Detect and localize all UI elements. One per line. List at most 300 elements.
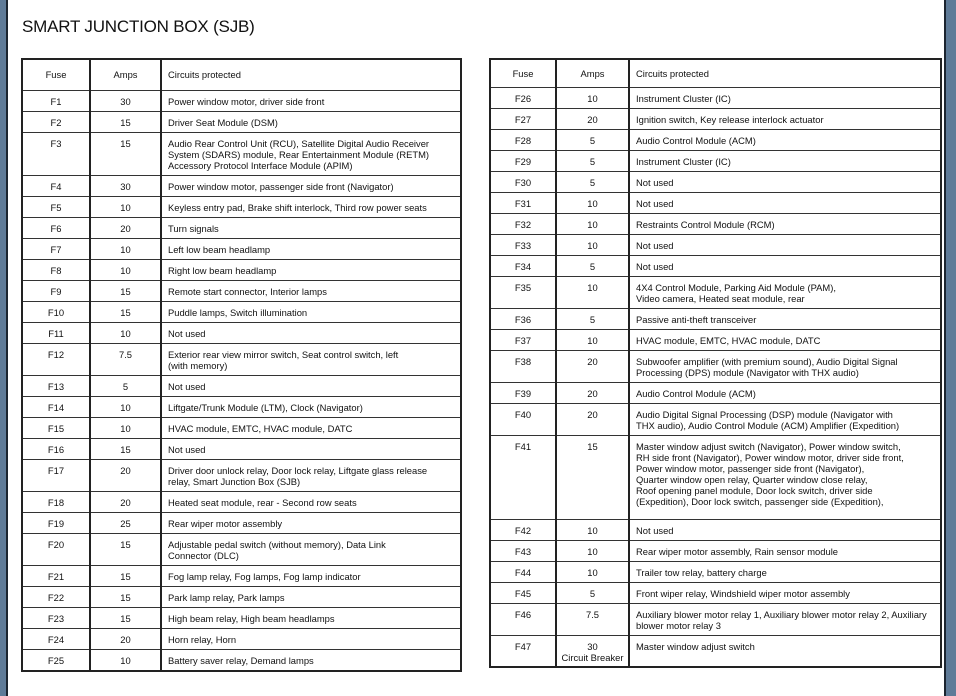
amps-value: 10 xyxy=(587,545,598,557)
table-row xyxy=(490,382,941,403)
circuits-cell xyxy=(161,217,461,238)
amps-cell xyxy=(556,540,629,561)
circuits-cell xyxy=(629,540,941,561)
amps-value: 10 xyxy=(587,281,598,293)
fuse-id-cell: F12 xyxy=(22,343,90,375)
amps-value: 15 xyxy=(120,443,131,455)
circuit-text-line: relay, Smart Junction Box (SJB) xyxy=(168,475,301,487)
amps-cell xyxy=(90,343,161,375)
table-row xyxy=(22,649,461,671)
amps-cell xyxy=(90,280,161,301)
circuit-text-line: Master window adjust switch xyxy=(636,640,755,652)
circuit-text-line: (with memory) xyxy=(168,359,228,371)
amps-cell xyxy=(556,308,629,329)
amps-cell xyxy=(556,108,629,129)
circuits-cell xyxy=(629,255,941,276)
circuit-text-line: Instrument Cluster (IC) xyxy=(636,92,731,104)
circuits-cell xyxy=(161,459,461,491)
circuits-cell xyxy=(161,238,461,259)
table-row xyxy=(490,150,941,171)
circuits-cell xyxy=(161,111,461,132)
amps-cell xyxy=(90,565,161,586)
circuits-cell xyxy=(629,234,941,255)
amps-cell xyxy=(556,213,629,234)
amps-value: 20 xyxy=(120,222,131,234)
amps-value: 30 xyxy=(587,640,598,652)
circuit-text-line: Not used xyxy=(168,380,206,392)
circuits-cell xyxy=(161,491,461,512)
amps-value: 10 xyxy=(587,334,598,346)
amps-value: 5 xyxy=(122,380,129,392)
fuse-id-cell: F18 xyxy=(22,491,90,512)
amps-cell xyxy=(90,512,161,533)
circuit-text-line: Accessory Protocol Interface Module (APIM) xyxy=(168,159,353,171)
amps-cell xyxy=(556,329,629,350)
amps-value: 5 xyxy=(589,313,596,325)
amps-value: 10 xyxy=(120,201,131,213)
circuit-text-line: blower motor relay 3 xyxy=(636,619,721,631)
amps-value: 20 xyxy=(120,633,131,645)
circuit-text-line: Adjustable pedal switch (without memory), Data Link xyxy=(168,538,386,550)
table-row xyxy=(22,375,461,396)
circuit-text-line: Battery saver relay, Demand lamps xyxy=(168,654,314,666)
circuit-text-line: Quarter window open relay, Quarter window close relay, xyxy=(636,473,868,485)
table-row xyxy=(490,171,941,192)
circuit-text-line: Not used xyxy=(636,239,674,251)
table-row xyxy=(490,255,941,276)
amps-note: Circuit Breaker xyxy=(561,651,624,663)
circuits-cell xyxy=(629,171,941,192)
circuit-text-line: Right low beam headlamp xyxy=(168,264,277,276)
fuse-id-cell: F16 xyxy=(22,438,90,459)
fuse-id-cell: F20 xyxy=(22,533,90,565)
amps-value: 15 xyxy=(120,306,131,318)
circuits-cell xyxy=(629,635,941,667)
circuit-text-line: Heated seat module, rear - Second row seats xyxy=(168,496,357,508)
amps-cell xyxy=(90,175,161,196)
fuse-id-cell: F9 xyxy=(22,280,90,301)
circuit-text-line: Subwoofer amplifier (with premium sound), Audio Digital Signal xyxy=(636,355,898,367)
fuse-id-cell: F25 xyxy=(22,649,90,671)
circuit-text-line: (Expedition), Door lock switch, passenger side (Expedition), xyxy=(636,495,884,507)
fuse-id-cell: F29 xyxy=(490,150,556,171)
circuit-text-line: Park lamp relay, Park lamps xyxy=(168,591,285,603)
amps-cell xyxy=(90,586,161,607)
amps-cell xyxy=(90,417,161,438)
circuit-text-line: Audio Control Module (ACM) xyxy=(636,134,756,146)
circuits-cell xyxy=(161,628,461,649)
table-row xyxy=(490,192,941,213)
circuits-cell xyxy=(629,192,941,213)
circuit-text-line: HVAC module, EMTC, HVAC module, DATC xyxy=(636,334,821,346)
circuits-cell xyxy=(629,108,941,129)
circuit-text-line: Not used xyxy=(636,524,674,536)
amps-value: 20 xyxy=(120,464,131,476)
table-row xyxy=(22,607,461,628)
circuits-cell xyxy=(161,322,461,343)
amps-value: 10 xyxy=(120,327,131,339)
amps-cell xyxy=(556,192,629,213)
amps-value: 10 xyxy=(120,243,131,255)
circuits-cell xyxy=(161,301,461,322)
circuits-cell xyxy=(161,132,461,175)
circuit-text-line: System (SDARS) module, Rear Entertainment Module (RETM) xyxy=(168,148,430,160)
column-header-circuits: Circuits protected xyxy=(629,59,941,87)
amps-value: 15 xyxy=(120,591,131,603)
table-row xyxy=(22,132,461,175)
circuit-text-line: Video camera, Heated seat module, rear xyxy=(636,292,805,304)
circuits-cell xyxy=(629,519,941,540)
amps-cell xyxy=(556,519,629,540)
fuse-id-cell: F40 xyxy=(490,403,556,435)
fuse-id-cell: F13 xyxy=(22,375,90,396)
circuit-text-line: THX audio), Audio Control Module (ACM) Amplifier (Expedition) xyxy=(636,419,900,431)
circuits-cell xyxy=(161,417,461,438)
circuit-text-line: Front wiper relay, Windshield wiper motor assembly xyxy=(636,587,850,599)
circuits-cell xyxy=(629,276,941,308)
fuse-id-cell: F19 xyxy=(22,512,90,533)
table-row xyxy=(22,628,461,649)
circuit-text-line: Not used xyxy=(636,260,674,272)
table-row xyxy=(490,519,941,540)
amps-value: 25 xyxy=(120,517,131,529)
table-row xyxy=(22,438,461,459)
circuits-cell xyxy=(161,375,461,396)
fuse-table-left-body xyxy=(22,59,461,671)
table-row xyxy=(490,435,941,519)
amps-value: 20 xyxy=(587,408,598,420)
circuit-text-line: Rear wiper motor assembly xyxy=(168,517,283,529)
amps-cell xyxy=(556,350,629,382)
column-header-fuse: Fuse xyxy=(490,59,556,87)
amps-cell xyxy=(90,533,161,565)
amps-cell xyxy=(556,603,629,635)
circuits-cell xyxy=(161,586,461,607)
amps-value: 10 xyxy=(587,524,598,536)
amps-cell xyxy=(90,628,161,649)
circuits-cell xyxy=(629,87,941,108)
amps-cell xyxy=(556,435,629,519)
amps-value: 10 xyxy=(120,654,131,666)
circuit-text-line: Not used xyxy=(168,327,206,339)
table-row xyxy=(490,129,941,150)
fuse-id-cell: F43 xyxy=(490,540,556,561)
amps-value: 15 xyxy=(120,137,131,149)
amps-value: 10 xyxy=(587,197,598,209)
circuit-text-line: Liftgate/Trunk Module (LTM), Clock (Navigator) xyxy=(168,401,363,413)
circuit-text-line: 4X4 Control Module, Parking Aid Module (PAM), xyxy=(636,281,836,293)
amps-cell xyxy=(556,129,629,150)
table-row xyxy=(490,350,941,382)
circuit-text-line: Puddle lamps, Switch illumination xyxy=(168,306,308,318)
circuit-text-line: Horn relay, Horn xyxy=(168,633,237,645)
circuit-text-line: Fog lamp relay, Fog lamps, Fog lamp indicator xyxy=(168,570,361,582)
column-header-amps: Amps xyxy=(90,59,161,90)
amps-value: 15 xyxy=(120,612,131,624)
amps-cell xyxy=(90,375,161,396)
amps-cell xyxy=(90,217,161,238)
fuse-id-cell: F21 xyxy=(22,565,90,586)
circuits-cell xyxy=(161,649,461,671)
table-row xyxy=(22,280,461,301)
circuit-text-line: Connector (DLC) xyxy=(168,549,239,561)
table-row xyxy=(22,586,461,607)
table-row xyxy=(22,396,461,417)
amps-cell xyxy=(556,255,629,276)
circuit-text-line: Processing (DPS) module (Navigator with THX audio) xyxy=(636,366,859,378)
fuse-id-cell: F47 xyxy=(490,635,556,667)
amps-value: 10 xyxy=(587,218,598,230)
table-row xyxy=(490,234,941,255)
fuse-id-cell: F35 xyxy=(490,276,556,308)
table-row xyxy=(490,87,941,108)
amps-value: 20 xyxy=(587,387,598,399)
table-row xyxy=(22,417,461,438)
circuits-cell xyxy=(629,403,941,435)
circuits-cell xyxy=(629,603,941,635)
table-row xyxy=(22,259,461,280)
fuse-id-cell: F8 xyxy=(22,259,90,280)
fuse-id-cell: F46 xyxy=(490,603,556,635)
fuse-id-cell: F2 xyxy=(22,111,90,132)
circuits-cell xyxy=(161,343,461,375)
amps-value: 20 xyxy=(120,496,131,508)
circuits-cell xyxy=(161,280,461,301)
circuits-cell xyxy=(161,607,461,628)
fuse-id-cell: F33 xyxy=(490,234,556,255)
table-row xyxy=(22,217,461,238)
circuit-text-line: Left low beam headlamp xyxy=(168,243,271,255)
fuse-id-cell: F22 xyxy=(22,586,90,607)
amps-value: 7.5 xyxy=(585,608,600,620)
table-row xyxy=(490,276,941,308)
amps-cell xyxy=(90,132,161,175)
fuse-id-cell: F30 xyxy=(490,171,556,192)
fuse-id-cell: F10 xyxy=(22,301,90,322)
table-row xyxy=(22,322,461,343)
amps-value: 20 xyxy=(587,113,598,125)
amps-cell xyxy=(90,259,161,280)
circuit-text-line: Exterior rear view mirror switch, Seat control switch, left xyxy=(168,348,399,360)
amps-cell xyxy=(556,582,629,603)
fuse-id-cell: F32 xyxy=(490,213,556,234)
circuit-text-line: Audio Digital Signal Processing (DSP) module (Navigator with xyxy=(636,408,893,420)
circuits-cell xyxy=(161,259,461,280)
fuse-id-cell: F6 xyxy=(22,217,90,238)
fuse-table-right-body xyxy=(490,59,941,667)
circuits-cell xyxy=(629,350,941,382)
circuit-text-line: Ignition switch, Key release interlock actuator xyxy=(636,113,824,125)
amps-value: 10 xyxy=(587,566,598,578)
amps-cell xyxy=(90,459,161,491)
fuse-id-cell: F44 xyxy=(490,561,556,582)
fuse-id-cell: F41 xyxy=(490,435,556,519)
fuse-id-cell: F14 xyxy=(22,396,90,417)
fuse-id-cell: F1 xyxy=(22,90,90,111)
circuit-text-line: Audio Rear Control Unit (RCU), Satellite Digital Audio Receiver xyxy=(168,137,430,149)
table-row xyxy=(22,512,461,533)
circuits-cell xyxy=(629,329,941,350)
fuse-id-cell: F38 xyxy=(490,350,556,382)
table-row xyxy=(490,635,941,667)
table-row xyxy=(490,403,941,435)
amps-cell xyxy=(90,301,161,322)
circuit-text-line: Auxiliary blower motor relay 1, Auxiliary blower motor relay 2, Auxiliary xyxy=(636,608,927,620)
amps-cell xyxy=(556,171,629,192)
amps-value: 5 xyxy=(589,260,596,272)
table-row xyxy=(22,343,461,375)
circuit-text-line: Rear wiper motor assembly, Rain sensor module xyxy=(636,545,838,557)
fuse-id-cell: F36 xyxy=(490,308,556,329)
amps-value: 15 xyxy=(120,285,131,297)
amps-cell xyxy=(90,322,161,343)
amps-value: 10 xyxy=(120,401,131,413)
amps-value: 20 xyxy=(587,355,598,367)
amps-cell xyxy=(90,111,161,132)
fuse-id-cell: F31 xyxy=(490,192,556,213)
amps-value: 15 xyxy=(120,570,131,582)
amps-cell xyxy=(556,87,629,108)
circuit-text-line: Not used xyxy=(636,176,674,188)
amps-value: 5 xyxy=(589,176,596,188)
circuit-text-line: Driver Seat Module (DSM) xyxy=(168,116,278,128)
table-row xyxy=(490,540,941,561)
amps-value: 10 xyxy=(587,239,598,251)
amps-value: 5 xyxy=(589,134,596,146)
amps-cell xyxy=(556,382,629,403)
fuse-id-cell: F37 xyxy=(490,329,556,350)
circuits-cell xyxy=(161,565,461,586)
circuit-text-line: Trailer tow relay, battery charge xyxy=(636,566,767,578)
amps-value: 15 xyxy=(120,538,131,550)
table-row xyxy=(490,561,941,582)
amps-cell xyxy=(556,635,629,667)
table-row xyxy=(490,308,941,329)
fuse-id-cell: F5 xyxy=(22,196,90,217)
amps-cell xyxy=(556,561,629,582)
table-row xyxy=(22,491,461,512)
circuits-cell xyxy=(629,582,941,603)
circuit-text-line: Remote start connector, Interior lamps xyxy=(168,285,327,297)
circuits-cell xyxy=(629,561,941,582)
circuits-cell xyxy=(629,213,941,234)
amps-cell xyxy=(90,607,161,628)
table-row xyxy=(490,329,941,350)
amps-value: 5 xyxy=(589,587,596,599)
amps-cell xyxy=(90,649,161,671)
fuse-id-cell: F15 xyxy=(22,417,90,438)
amps-value: 7.5 xyxy=(118,348,133,360)
circuit-text-line: Not used xyxy=(168,443,206,455)
fuse-id-cell: F4 xyxy=(22,175,90,196)
window-frame-left xyxy=(0,0,8,696)
amps-value: 15 xyxy=(120,116,131,128)
fuse-id-cell: F27 xyxy=(490,108,556,129)
fuse-id-cell: F28 xyxy=(490,129,556,150)
circuits-cell xyxy=(629,382,941,403)
fuse-id-cell: F45 xyxy=(490,582,556,603)
amps-cell xyxy=(556,234,629,255)
circuits-cell xyxy=(629,308,941,329)
fuse-id-cell: F17 xyxy=(22,459,90,491)
circuit-text-line: Not used xyxy=(636,197,674,209)
amps-cell xyxy=(90,90,161,111)
fuse-id-cell: F39 xyxy=(490,382,556,403)
table-row xyxy=(22,459,461,491)
amps-cell xyxy=(90,491,161,512)
fuse-id-cell: F7 xyxy=(22,238,90,259)
table-row xyxy=(22,90,461,111)
circuits-cell xyxy=(161,512,461,533)
amps-cell xyxy=(90,238,161,259)
circuit-text-line: Master window adjust switch (Navigator), Power window switch, xyxy=(636,440,901,452)
fuse-id-cell: F23 xyxy=(22,607,90,628)
amps-cell xyxy=(90,196,161,217)
circuit-text-line: HVAC module, EMTC, HVAC module, DATC xyxy=(168,422,353,434)
fuse-id-cell: F24 xyxy=(22,628,90,649)
amps-cell xyxy=(556,403,629,435)
amps-value: 30 xyxy=(120,180,131,192)
circuits-cell xyxy=(629,435,941,519)
circuit-text-line: Power window motor, passenger side front (Navigator) xyxy=(168,180,394,192)
circuits-cell xyxy=(161,533,461,565)
circuit-text-line: Keyless entry pad, Brake shift interlock, Third row power seats xyxy=(168,201,427,213)
fuse-id-cell: F3 xyxy=(22,132,90,175)
table-header-row xyxy=(490,59,941,87)
fuse-table-left xyxy=(21,58,462,672)
table-row xyxy=(22,111,461,132)
table-row xyxy=(22,533,461,565)
amps-value: 5 xyxy=(589,155,596,167)
circuits-cell xyxy=(161,90,461,111)
window-frame-right xyxy=(944,0,956,696)
amps-value: 10 xyxy=(587,92,598,104)
fuse-id-cell: F34 xyxy=(490,255,556,276)
circuit-text-line: Roof opening panel module, Door lock switch, driver side xyxy=(636,484,873,496)
circuits-cell xyxy=(161,438,461,459)
circuits-cell xyxy=(161,396,461,417)
fuse-table-right xyxy=(489,58,942,668)
table-row xyxy=(22,196,461,217)
circuit-text-line: Driver door unlock relay, Door lock relay, Liftgate glass release xyxy=(168,464,428,476)
table-row xyxy=(22,175,461,196)
page-title: SMART JUNCTION BOX (SJB) xyxy=(22,17,255,36)
table-row xyxy=(490,603,941,635)
circuit-text-line: RH side front (Navigator), Power window motor, driver side front, xyxy=(636,451,904,463)
fuse-id-cell: F26 xyxy=(490,87,556,108)
amps-value: 10 xyxy=(120,264,131,276)
circuit-text-line: Power window motor, passenger side front (Navigator), xyxy=(636,462,865,474)
circuit-text-line: Passive anti-theft transceiver xyxy=(636,313,757,325)
fuse-id-cell: F42 xyxy=(490,519,556,540)
table-row xyxy=(22,565,461,586)
table-row xyxy=(490,108,941,129)
column-header-amps: Amps xyxy=(556,59,629,87)
circuits-cell xyxy=(629,150,941,171)
circuit-text-line: Restraints Control Module (RCM) xyxy=(636,218,775,230)
circuits-cell xyxy=(629,129,941,150)
circuit-text-line: Turn signals xyxy=(168,222,219,234)
table-header-row xyxy=(22,59,461,90)
circuit-text-line: Audio Control Module (ACM) xyxy=(636,387,756,399)
table-row xyxy=(490,582,941,603)
amps-value: 10 xyxy=(120,422,131,434)
amps-cell xyxy=(556,276,629,308)
table-row xyxy=(22,238,461,259)
fuse-id-cell: F11 xyxy=(22,322,90,343)
circuit-text-line: High beam relay, High beam headlamps xyxy=(168,612,335,624)
amps-value: 30 xyxy=(120,95,131,107)
